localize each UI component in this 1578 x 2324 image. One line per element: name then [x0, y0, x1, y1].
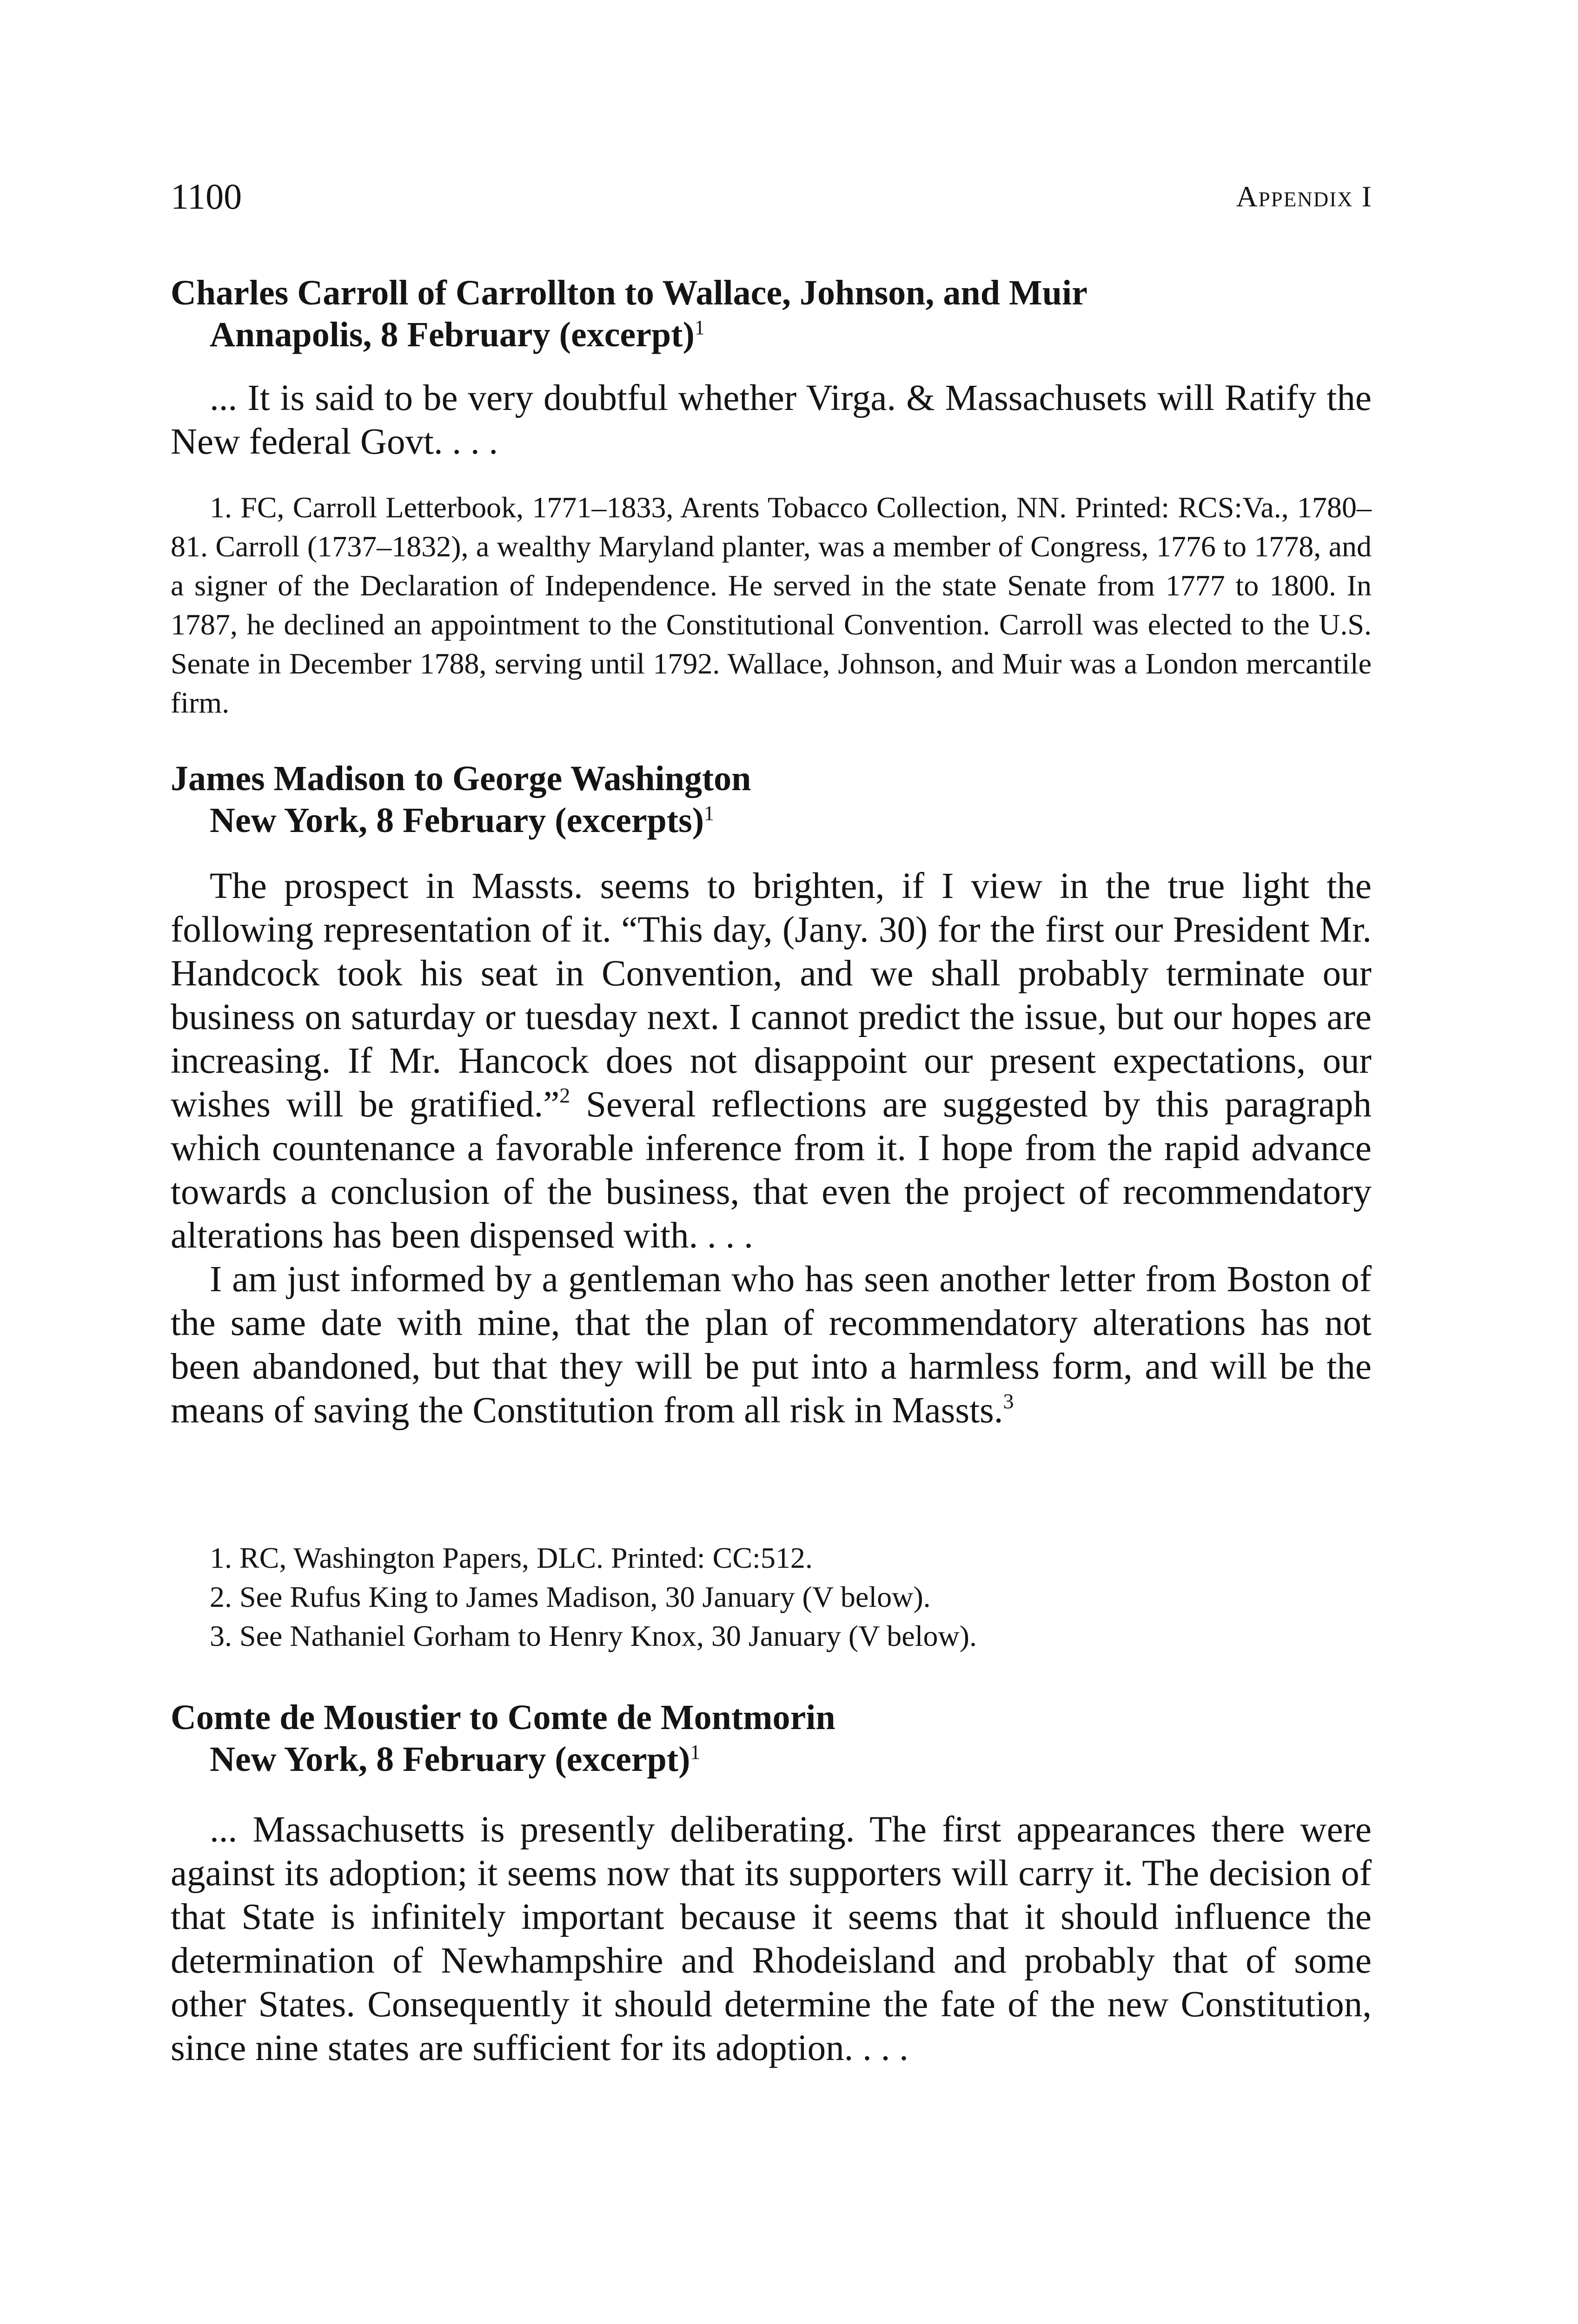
footnote-ref: 2: [559, 1083, 570, 1107]
footnote-ref: 1: [694, 316, 705, 339]
letter-paragraph: The prospect in Massts. seems to brighten, if I view in the true light the following representation of it. “This day, (Jany. 30) for the first our President Mr. Handcock took his seat in Convention, and we shall probably terminate our business on saturday or tuesday next. I cannot predict the issue, but our hopes are increasing. If Mr. Hancock does not disappoint our present expectations, our wishes will be gratified.”$^2$ Several reflections are suggested by this paragraph which countenance a favorable inference from it. I hope from the rapid advance towards a conclusion of the business, that even the project of recommendatory alterations has been dispensed with. . . .: [171, 866, 1372, 1256]
page-number: 1100: [171, 176, 242, 217]
letter-heading-moustier: [171, 1697, 1379, 1780]
letter-heading-place-date: Annapolis, 8 February (excerpt)$^1$: [210, 315, 705, 354]
letter-paragraph: I am just informed by a gentleman who has seen another letter from Boston of the same date with mine, that the plan of recommendatory alterations has not been abandoned, but that they will be put into a harmless form, and will be the means of saving the Constitution from all risk in Massts.$^3$: [171, 1259, 1372, 1431]
letter-body-madison: [171, 865, 1372, 1433]
letter-body-carroll: [171, 376, 1372, 464]
letter-heading-title: Charles Carroll of Carrollton to Wallace, Johnson, and Muir: [171, 273, 1087, 312]
letter-paragraph: ... Massachusetts is presently deliberating. The first appearances there were against its adoption; it seems now that its supporters will carry it. The decision of that State is infinitely important because it seems that it should influence the determination of Newhampshire and Rhodeisland and probably that of some other States. Consequently it should determine the fate of the new Constitution, since nine states are sufficient for its adoption. . . .: [171, 1809, 1372, 2068]
running-head: Appendix I: [1236, 180, 1372, 213]
letter-heading-place-date: New York, 8 February (excerpt)$^1$: [210, 1740, 701, 1779]
footnote: 1. FC, Carroll Letterbook, 1771–1833, Arents Tobacco Collection, NN. Printed: RCS:Va., 1780–81. Carroll (1737–1832), a wealthy Maryland planter, was a member of Congress, 1776 to 1778, and a signer of the Declaration of Independence. He served in the state Senate from 1777 to 1800. In 1787, he declined an appointment to the Constitutional Convention. Carroll was elected to the U.S. Senate in December 1788, serving until 1792. Wallace, Johnson, and Muir was a London mercantile firm.: [171, 491, 1372, 719]
letter-heading-madison: [171, 758, 1379, 841]
letter-heading-carroll: [171, 272, 1379, 356]
page-header: [171, 176, 1372, 218]
footnote-ref: 1: [690, 1741, 701, 1763]
footnote-ref: 3: [1003, 1389, 1014, 1413]
footnote-ref: 1: [704, 802, 714, 825]
letter-heading-place-date: New York, 8 February (excerpts)$^1$: [210, 801, 714, 840]
footnote: 2. See Rufus King to James Madison, 30 January (V below).: [210, 1580, 931, 1613]
footnotes-carroll: [171, 488, 1372, 722]
letter-paragraph: ... It is said to be very doubtful whether Virga. & Massachusets will Ratify the New federal Govt. . . .: [171, 378, 1372, 462]
footnotes-madison: [171, 1538, 1372, 1656]
letter-heading-title: James Madison to George Washington: [171, 759, 751, 798]
footnote: 3. See Nathaniel Gorham to Henry Knox, 30 January (V below).: [210, 1619, 977, 1652]
footnote: 1. RC, Washington Papers, DLC. Printed: CC:512.: [210, 1541, 813, 1574]
letter-body-moustier: [171, 1808, 1372, 2070]
letter-heading-title: Comte de Moustier to Comte de Montmorin: [171, 1698, 835, 1737]
